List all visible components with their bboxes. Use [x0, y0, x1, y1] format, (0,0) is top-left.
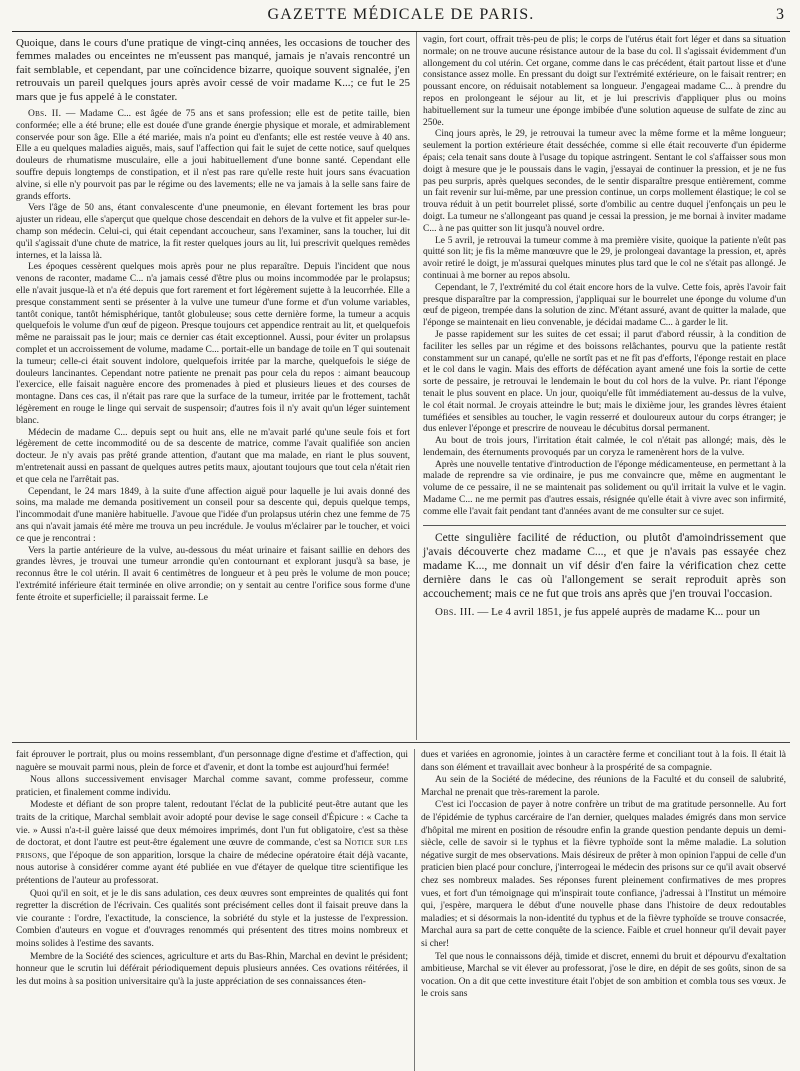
paragraph: Quoi qu'il en soit, et je le dis sans adulation, ces deux œuvres sont empreintes de qualités qui font regretter la discrétion de l'écrivain. Ces qualités sont précisément celles dont il faisait preuve dans la vie courante : l'ordre, l'exactitude, la conscience, la sobriété du style et la justesse de l'expression. Combien d'auteurs en vogue et d'ouvrages renommés qui présentent des titres moins nombreux et moins solides à l'estime des savants.: [16, 888, 408, 949]
paragraph: Tel que nous le connaissons déjà, timide et discret, ennemi du bruit et dépourvu d'exaltation ambitieuse, Marchal se vit élever au professorat, j'ose le dire, en dépit de ses goûts, sinon de sa vocation. On a dit que cette investiture était l'objet de son ambition et combla tous ses vœux. Je le crois sans: [421, 951, 786, 1000]
observation-2-text: — Madame C... est âgée de 75 ans et sans profession; elle est de petite taille, bien conformée; elle a été brune; elle est douée d'une grande énergie physique et morale, et admirablement conservée pour son âge. Elle a été mariée, mais n'a point eu d'enfants; elle est restée veuve à 40 ans. Elle a eu quelques maladies aiguës, mais, sauf l'affection qui fait le sujet de cette notice, sauf quelques douleurs de rhumatisme musculaire, elle a joui habituellement d'une bonne santé. Cependant elle souffre depuis longtemps de constipation, et il n'est pas rare qu'elle reste huit jours sans évacuation alvine, si elle n'y pourvoit pas par le régime ou des lavements; elle ne va jamais à la selle sans faire de grands efforts.: [16, 109, 410, 202]
paragraph: dues et variées en agronomie, jointes à un caractère ferme et conciliant tout à la fois. Il était là dans son élément et travaillait avec bonheur à la prospérité de sa compagnie.: [421, 750, 786, 773]
paragraph: Le 5 avril, je retrouvai la tumeur comme à ma première visite, quoique la patiente n'eût pas quitté son lit; je fis la même manœuvre que le 29, je prolongeai davantage la pression, et, après avoir retiré le doigt, je m'assurai quelques minutes plus tard que le col ne s'était pas allongé. Je continuai à me borner au repos absolu.: [423, 235, 786, 281]
paragraph: Les époques cessèrent quelques mois après pour ne plus reparaître. Depuis l'incident que nous venons de raconter, madame C... n'a jamais cessé d'être plus ou moins incommodée par le prolapsus; elle n'avait jusque-là et n'a été depuis que fort rarement et fort légèrement sujette à la leucorrhée. Elle a presque constamment senti se présenter à la vulve une tumeur d'une forme et d'un volume variables, tantôt conique, tantôt hémisphérique, tantôt globuleuse; sous cette dernière forme, la tumeur a acquis quelquefois le volume d'un œuf de pigeon. Presque toujours cet appendice rentrait au lit, et quelquefois même ne paraissait pas le jour; mais ce dernier cas était exceptionnel. Aussi, pour éviter un prolapsus complet et un accroissement de volume, madame C... portait-elle un bandage de toile en T qui soutenait la tumeur; celle-ci était souvent indolore, quelquefois irritée par la marche, quelquefois le siége de douleurs lancinantes. Cependant notre patiente ne prenait pas pour cela du repos : aimant beaucoup l'exercice, elle faisait naguère encore des promenades à pied et plusieurs lieues et des courses de montagne. Dans ces cas, il n'était pas rare que la surface de la tumeur, irritée par le frottement, tachât légèrement en rouge le linge qui servait de suspensoir; d'autres fois il n'y avait qu'un léger suintement blanc.: [16, 262, 410, 426]
journal-title: GAZETTE MÉDICALE DE PARIS.: [267, 6, 535, 23]
observation-3-text: — Le 4 avril 1851, je fus appelé auprès de madame K... pour un: [474, 605, 760, 618]
paragraph: Après une nouvelle tentative d'introduction de l'éponge médicamenteuse, en permettant à la malade de reprendre sa vie ordinaire, je pus me convaincre que, même en augmentant le volume de ce pessaire, il ne se maintenait pas solidement ou qu'il irritait la vulve et le vagin. Madame C... ne me permit pas d'autres essais, résignée qu'elle était à vivre avec son infirmité, comme elle l'avait fait pendant tant d'années avant de me consulter sur ce sujet.: [423, 459, 786, 517]
paragraph: Vers la partie antérieure de la vulve, au-dessous du méat urinaire et faisant saillie en dehors des grandes lèvres, je trouvai une tumeur arrondie qu'en contournant et explorant jusqu'à sa base, je reconnus être le col utérin. Il avait 6 centimètres de longueur et à peu près le volume de mon pouce; l'extrémité inférieure était terminée en olive arrondie; on y sentait au centre l'orifice sous forme d'une fente étroite et superficielle; il paraissait ferme. Le: [16, 545, 410, 603]
paragraph: vagin, fort court, offrait très-peu de plis; le corps de l'utérus était fort léger et dans sa situation normale; on ne trouve aucune résistance autour de la base du col. Il s'agissait évidemment d'un allongement du col utérin. Cet organe, comme dans le cas précédent, était partout lisse et d'une consistance assez molle. En pressant du doigt sur l'extrémité extérieure, on le faisait rentrer; en poussant encore, on réduisait notablement sa longueur. J'engageai madame C... à prendre du repos en prolongeant le séjour au lit, et je lui prescrivis d'appliquer plus ou moins habituellement sur la tumeur une éponge imbibée d'une solution aqueuse de sulfate de zinc au 250e.: [423, 35, 786, 128]
paragraph: Nous allons successivement envisager Marchal comme savant, comme professeur, comme praticien, et finalement comme individu.: [16, 775, 408, 798]
paragraph: Cinq jours après, le 29, je retrouvai la tumeur avec la même forme et la même longueur; seulement la portion extérieure était desséchée, comme si elle était recouverte d'un épiderme épais; cela tenait sans doute à l'usage du topique astringent. Sentant le col s'affaisser sous mon doigt à mesure que je le poussais dans le vagin, j'essayai de continuer la pression, et je ne fus pas peu surpris, après quelques secondes, de le sentir disparaître presque entièrement, comme un fait revenir sur lui-même, par une pression continue, un corps mollement élastique; le col se trouva réduit à un petit bourrelet plissé, sorte d'ombilic au centre duquel j'enfonçais un peu le doigt. La tumeur ne s'allongeant pas quand je cessai la pression, je me bornai à inviter madame C... à ne pas quitter son lit jusqu'à nouvel ordre.: [423, 129, 786, 234]
section-divider: [423, 525, 786, 526]
notice-title: Notice sur les prisons: [16, 838, 408, 861]
observation-2-label: Obs. II.: [28, 109, 62, 120]
reflection-paragraph: Cette singulière facilité de réduction, ou plutôt d'amoindrissement que j'avais découverte chez madame C..., et que je n'avais pas essayée chez madame K..., me donnait un vif désir d'en faire la vérification chez cette dernière dans le cas où l'allongement se serait reproduit après son accouchement; mais ce ne fut que trois ans après que j'en trouvai l'occasion.: [423, 531, 786, 600]
paragraph: Médecin de madame C... depuis sept ou huit ans, elle ne m'avait parlé qu'une seule fois et fort légèrement de cette incommodité ou de sa descente de matrice, comme l'avait qualifiée son ancien docteur. Je n'y avais pas prêté grande attention, d'autant que ma malade, en riant le plus souvent, m'entretenait aussi en passant de quelques autres petits maux, ajoutant toujours que tout cela n'était rien et que cela ne l'arrêtait pas.: [16, 427, 410, 485]
paragraph: Je passe rapidement sur les suites de cet essai; il parut d'abord réussir, à la condition de faciliter les selles par un régime et des boissons relâchantes, pourvu que la patiente restât constamment sur un canapé, qu'elle ne sortît pas et ne fît pas d'efforts, l'éponge restait en place et le col dans le vagin. Mais des efforts de défécation ayant amené une fois la sortie de cette sorte de pessaire, je retrouvai le lendemain le bout du col hors de la vulve. Pr. riant l'éponge tenait le plus souvent en place. Un jour, quoiqu'elle fût immédiatement au-dessus de la vulve, le col était normal. Je croyais atteindre le but; mais le dixième jour, les grandes lèvres étaient tuméfiées et sensibles au toucher, le vagin resserré et douloureux autour du corps étranger; je dus enlever l'éponge et prescrire de nouveau le décubitus dorsal permanent.: [423, 329, 786, 435]
paragraph: Au bout de trois jours, l'irritation était calmée, le col n'était pas allongé; mais, dès le lendemain, des éternuments provoqués par un coryza le ramenèrent hors de la vulve.: [423, 436, 786, 458]
bottom-section: [12, 743, 790, 1071]
observation-3-label: Obs. III.: [435, 605, 475, 618]
page-number: 3: [776, 6, 784, 23]
intro-paragraph: Quoique, dans le cours d'une pratique de vingt-cinq années, les occasions de toucher des femmes malades ou enceintes ne m'eussent pas manqué, jamais je n'avais rencontré un fait semblable, et cependant, par une coïncidence bizarre, quoique souvent signalée, j'en retrouvais un pareil quelques jours après avoir cessé de voir madame K...; ce fut le 25 mars que je fus appelé à le constater.: [16, 37, 410, 103]
paragraph: Cependant, le 24 mars 1849, à la suite d'une affection aiguë pour laquelle je lui avais donné des soins, ma malade me demanda positivement un conseil pour sa descente qui, depuis quelque temps, l'incommodait d'une manière habituelle. J'avoue que l'idée d'un prolapsus utérin chez une femme de 75 ans qui n'avait jamais été mère me trouva un peu incrédule. Je voulus m'éclairer par le toucher, et voici ce que je rencontrai :: [16, 486, 410, 544]
paragraph: C'est ici l'occasion de payer à notre confrère un tribut de ma gratitude personnelle. Au fort de l'épidémie de typhus carcéraire de l'an dernier, quelques malades émigrés dans mon service d'hôpital me mirent en position de résoudre enfin la grande question pendante depuis un demi-siècle, celle de savoir si le typhus et la fièvre typhoïde sont la même maladie. La solution négative surgit de mes observations. Mais désireux de prêter à mon opinion l'appui de celle d'un praticien bien placé pour conclure, j'interrogeai le médecin des prisons sur ce qu'il avait observé chez ses nombreux malades. Ses réponses furent pleinement confirmatives de mes propres vues, et fort d'un témoignage qui m'inspirait toute confiance, j'adressai à l'Institut un mémoire qui, j'espère, marquera le début d'une nouvelle phase dans l'histoire de deux redoutables maladies; et si désormais la non-identité du typhus et de la fièvre typhoïde se trouve consacrée, Marchal aura sa part de cette conquête de la science. Faible et cruel honneur qu'il devait payer si cher!: [421, 800, 786, 949]
bottom-left-column: [12, 749, 414, 1071]
top-left-column: [12, 32, 416, 740]
bottom-right-column: [414, 749, 790, 1071]
paragraph: Au sein de la Société de médecine, des réunions de la Faculté et du conseil de salubrité, Marchal ne prenait que très-rarement la parole.: [421, 775, 786, 798]
top-right-column: [416, 32, 790, 740]
observation-3-paragraph: [423, 606, 786, 619]
paragraph: Modeste et défiant de son propre talent, redoutant l'éclat de la publicité peut-être autant que les traits de la critique, Marchal semblait avoir adopté pour devise le sage conseil d'Épicure : « Cache ta vie. » Aussi n'a-t-il guère laissé que deux mémoires imprimés, dont l'un fut obligatoire, c'est sa thèse de doctorat, et dont l'autre est peut-être également une œuvre de commande, c'est sa Notice sur les prisons, que l'époque de son apparition, lorsque la chaire de médecine opératoire était déjà vacante, nous autorise à considérer comme ayant été publiée en vue d'étayer de quelque titre scientifique les prétentions de l'auteur au professorat.: [16, 800, 408, 886]
top-section: [12, 32, 790, 743]
paragraph: Cependant, le 7, l'extrémité du col était encore hors de la vulve. Cette fois, après l'avoir fait presque disparaître par la compression, j'appliquai sur le bourrelet une éponge du volume d'un œuf de pigeon, trempée dans la solution de zinc. M'étant assuré, avant de quitter la malade, que l'éponge se maintenait en lieu convenable, je décidai madame C... à garder le lit.: [423, 282, 786, 329]
paragraph: Vers l'âge de 50 ans, étant convalescente d'une pneumonie, en élevant fortement les bras pour ajuster un rideau, elle s'aperçut que quelque chose descendait en dehors de la vulve et fit appeler sur-le-champ son médecin. Celui-ci, qui était cependant accoucheur, sans l'examiner, sans la toucher, lui dit qu'il s'agissait d'une chute de matrice, la fit rester quelques jours au lit, lui prescrivit quelques remèdes internes, et la laissa là.: [16, 203, 410, 261]
paragraph: fait éprouver le portrait, plus ou moins ressemblant, d'un personnage digne d'estime et d'affection, qui naguère se mouvait parmi nous, plein de force et d'avenir, et dont la tombe est aujourd'hui fermée!: [16, 750, 408, 773]
observation-2-paragraph: [16, 109, 410, 203]
paragraph: Membre de la Société des sciences, agriculture et arts du Bas-Rhin, Marchal en devint le président; honneur que le scrutin lui déférait périodiquement depuis plusieurs années. Ces ovations réitérées, il les dut moins à sa position universitaire qu'à la juste appréciation de ses connaissances éten-: [16, 951, 408, 987]
page-header: [12, 0, 790, 32]
